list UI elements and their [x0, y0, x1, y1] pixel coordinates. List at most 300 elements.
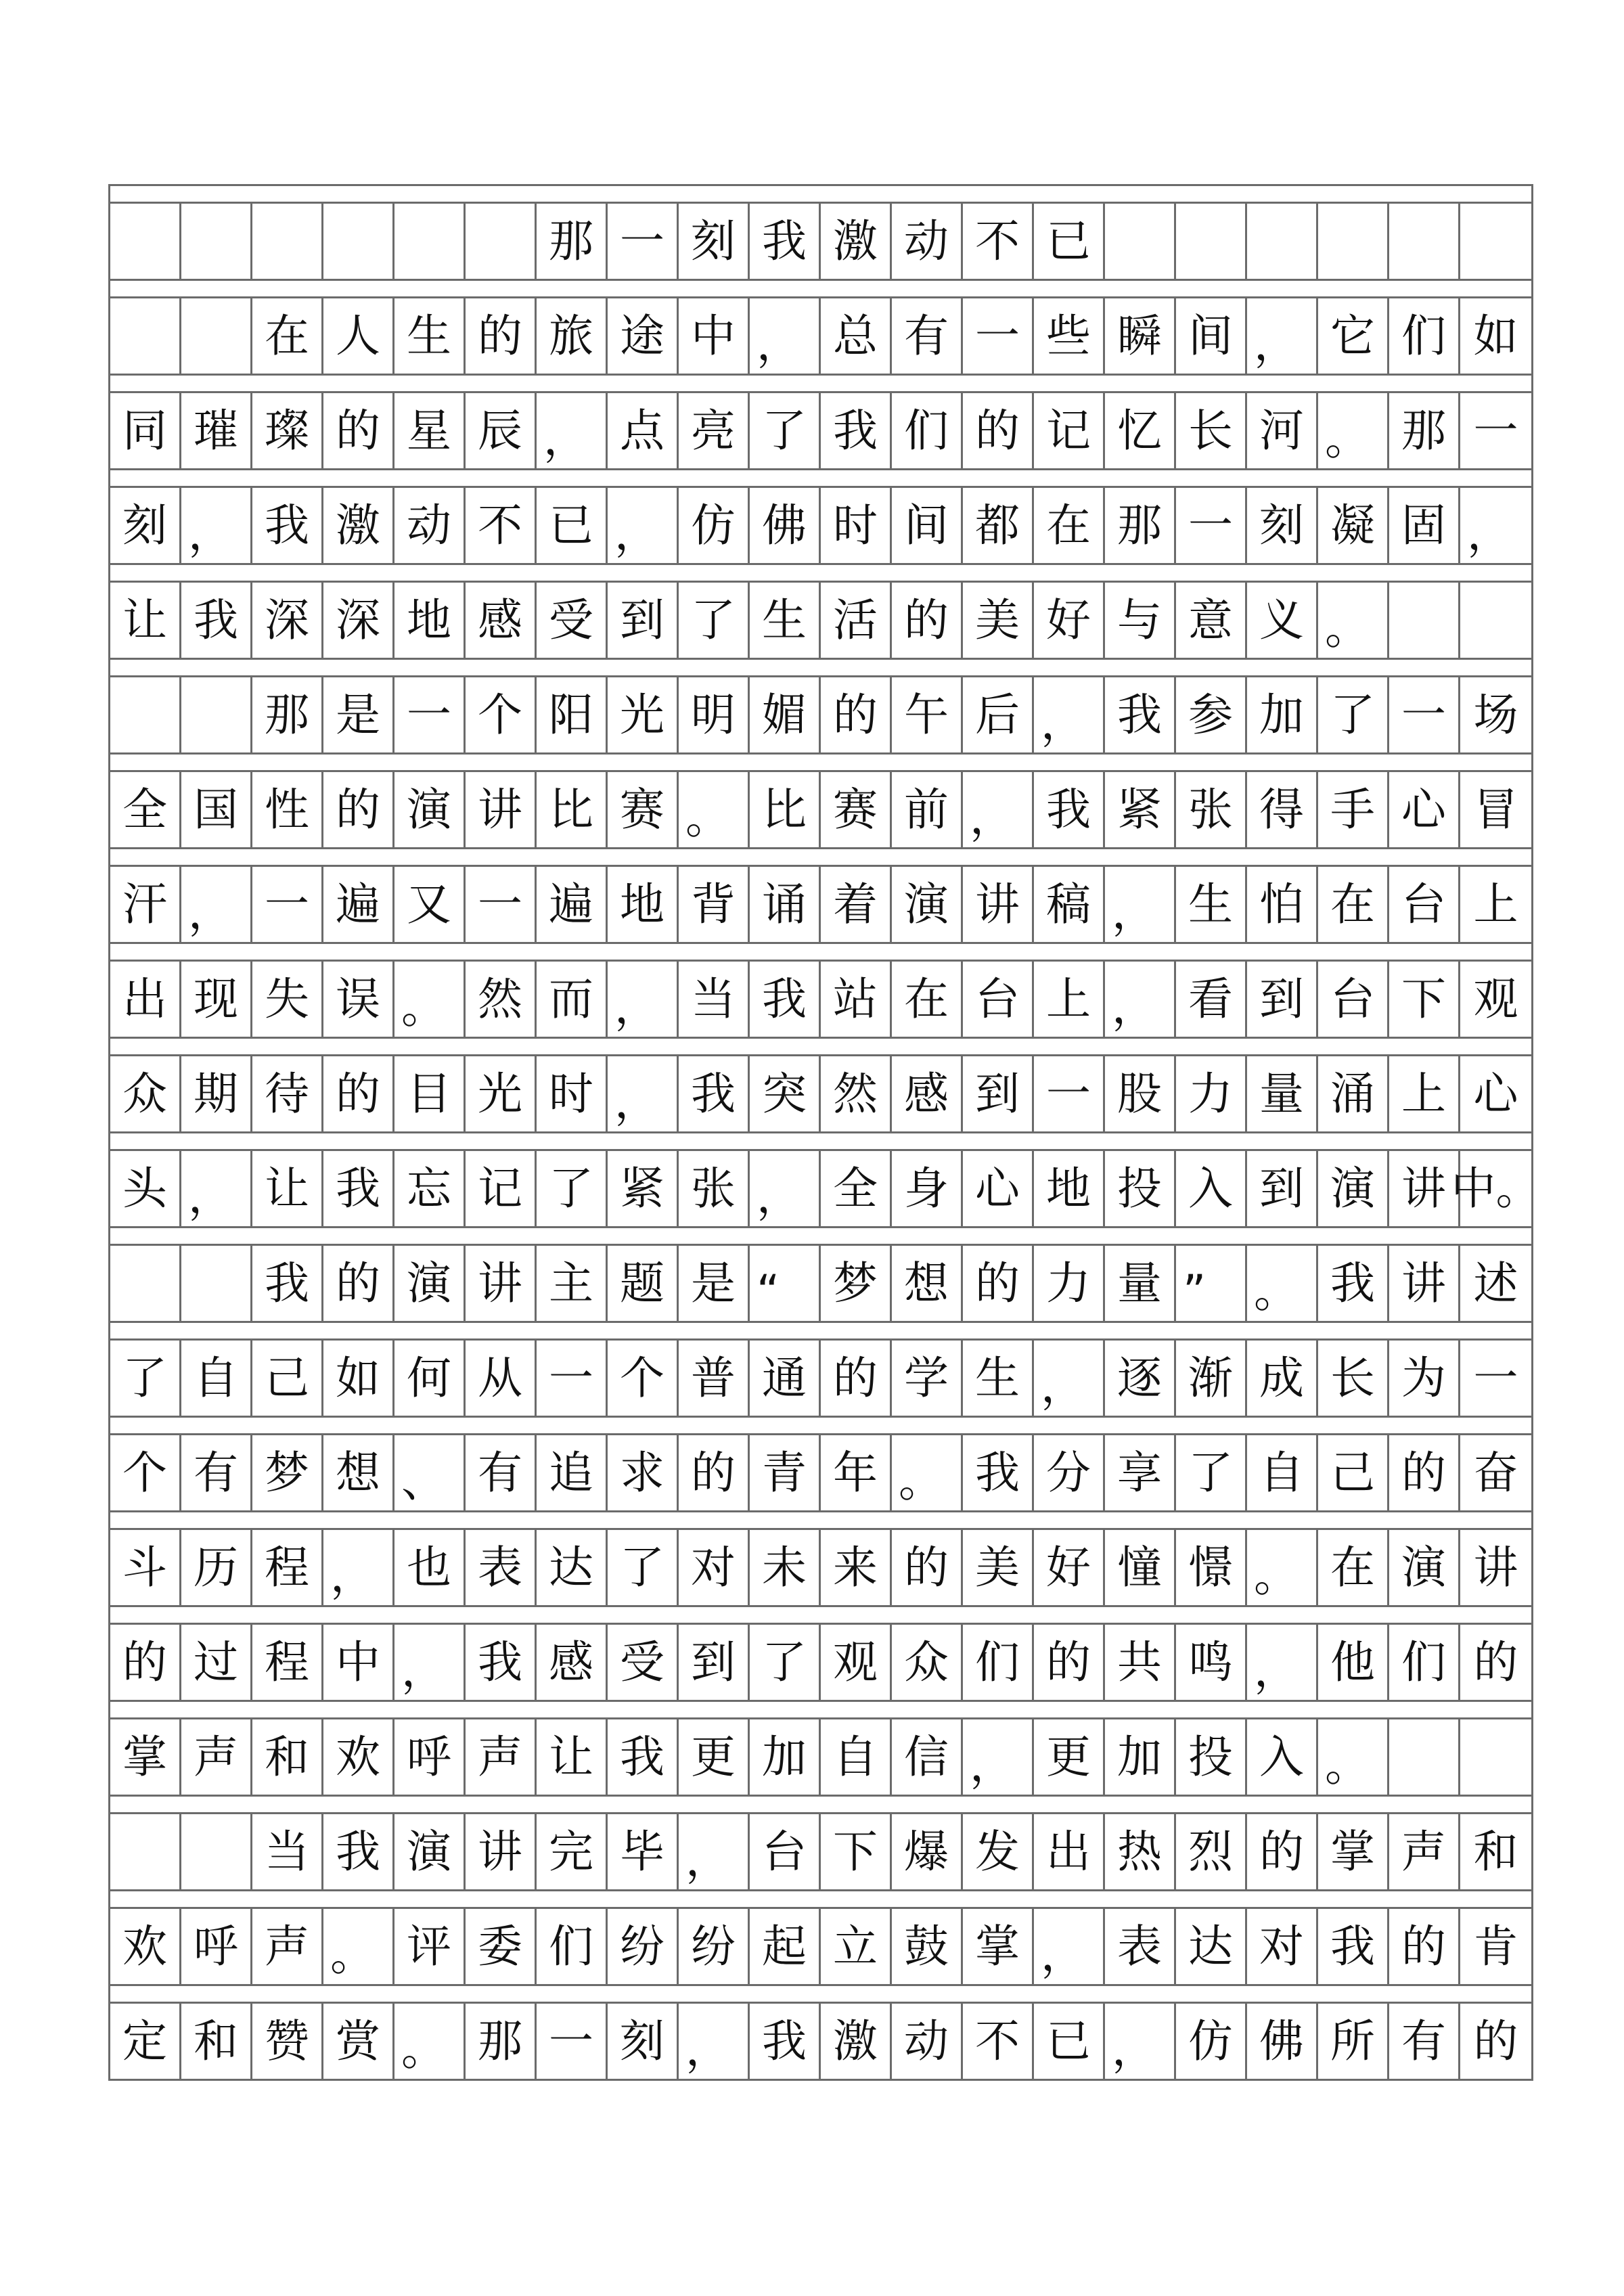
- grid-char: 们: [537, 1909, 608, 1984]
- grid-char: 仿: [1176, 2004, 1247, 2079]
- grid-char: 、: [394, 1435, 466, 1510]
- grid-char: 参: [1176, 677, 1247, 752]
- grid-char: 立: [821, 1909, 892, 1984]
- grid-char: ”: [1176, 1246, 1247, 1321]
- grid-char: 赞: [252, 2004, 323, 2079]
- grid-char: 活: [821, 583, 892, 658]
- grid-char: 受: [537, 583, 608, 658]
- grid-char: 自: [1247, 1435, 1318, 1510]
- grid-char: 一: [1034, 1056, 1105, 1131]
- title-char: 刻: [679, 204, 750, 279]
- grid-char: 后: [963, 677, 1034, 752]
- empty-cell: [1105, 204, 1176, 279]
- grid-char: 演: [892, 867, 963, 942]
- grid-char: 过: [181, 1625, 252, 1700]
- grid-char: 他: [1318, 1625, 1389, 1700]
- grid-char: 一: [1389, 677, 1460, 752]
- grid-char: 期: [181, 1056, 252, 1131]
- grid-char: 一: [466, 867, 537, 942]
- grid-char: 心: [1473, 1067, 1518, 1120]
- title-char: 我: [750, 204, 821, 279]
- empty-cell: [1176, 204, 1247, 279]
- grid-char: 呼: [181, 1909, 252, 1984]
- grid-char: 加: [1247, 677, 1318, 752]
- grid-char: 量: [1247, 1056, 1318, 1131]
- grid-row: [110, 468, 1531, 563]
- grid-char: 旅: [537, 298, 608, 374]
- grid-char: 表: [1105, 1909, 1176, 1984]
- grid-char: 全: [821, 1151, 892, 1226]
- grid-char: 和: [181, 2004, 252, 2079]
- grid-char: 在: [1318, 1530, 1389, 1605]
- grid-char: ，: [1034, 1341, 1105, 1416]
- grid-char: 的: [1473, 1636, 1518, 1688]
- grid-char: 纷: [608, 1909, 679, 1984]
- grid-char: 感: [466, 583, 537, 658]
- grid-char: 程: [252, 1625, 323, 1700]
- grid-char: ，: [963, 772, 1034, 847]
- grid-char: 个: [110, 1435, 181, 1510]
- grid-char: 发: [963, 1814, 1034, 1889]
- grid-char: 时: [821, 488, 892, 563]
- grid-row: [110, 563, 1531, 658]
- empty-cell: [1389, 1719, 1460, 1795]
- grid-char: 璨: [252, 393, 323, 468]
- grid-char: 紧: [1105, 772, 1176, 847]
- grid-char: 好: [1034, 583, 1105, 658]
- grid-char: 有: [466, 1435, 537, 1510]
- grid-char: 。: [1318, 1719, 1389, 1795]
- grid-char: 我: [963, 1435, 1034, 1510]
- grid-char: 所: [1318, 2004, 1389, 2079]
- grid-char: 我: [1318, 1909, 1389, 1984]
- grid-char: 的: [963, 393, 1034, 468]
- grid-char: 普: [679, 1341, 750, 1416]
- grid-char: 地: [1034, 1151, 1105, 1226]
- grid-char: 赛: [821, 772, 892, 847]
- grid-char: 声: [181, 1719, 252, 1795]
- grid-char: ，: [537, 393, 608, 468]
- row-gap: [110, 752, 1531, 770]
- grid-char: 梦: [252, 1435, 323, 1510]
- empty-cell: [181, 1246, 252, 1321]
- grid-char: 也: [394, 1530, 466, 1605]
- grid-char: ，: [608, 1056, 679, 1131]
- grid-char: 点: [608, 393, 679, 468]
- grid-char: ，: [181, 488, 252, 563]
- grid-char: 是: [323, 677, 394, 752]
- grid-char: 我: [323, 1814, 394, 1889]
- grid-char: 的: [1389, 1435, 1460, 1510]
- grid-char: 更: [679, 1719, 750, 1795]
- grid-char: 又: [394, 867, 466, 942]
- grid-char: 了: [679, 583, 750, 658]
- grid-row: [110, 1416, 1531, 1510]
- grid-char: 比: [750, 772, 821, 847]
- grid-char: 欢: [323, 1719, 394, 1795]
- grid-cells: [110, 2002, 1531, 2079]
- grid-char: 观: [1473, 972, 1518, 1025]
- grid-char: 着: [821, 867, 892, 942]
- grid-char: 已: [537, 488, 608, 563]
- empty-cell: [110, 677, 181, 752]
- grid-char: 我: [252, 488, 323, 563]
- grid-char: 热: [1105, 1814, 1176, 1889]
- grid-char: 我: [821, 393, 892, 468]
- grid-char: 。: [323, 1909, 394, 1984]
- grid-char: 前: [892, 772, 963, 847]
- grid-char: 加: [750, 1719, 821, 1795]
- grid-char: 激: [323, 488, 394, 563]
- grid-char: 程: [252, 1530, 323, 1605]
- grid-char: 间: [892, 488, 963, 563]
- grid-char: 瞬: [1105, 298, 1176, 374]
- row-gap: [110, 1321, 1531, 1338]
- grid-char: 的: [1247, 1814, 1318, 1889]
- grid-char: 讲: [963, 867, 1034, 942]
- grid-char: 想: [892, 1246, 963, 1321]
- grid-char: 讲: [466, 1814, 537, 1889]
- grid-cells: [110, 1149, 1541, 1226]
- grid-char: 间: [1176, 298, 1247, 374]
- grid-char: 让: [537, 1719, 608, 1795]
- grid-char: 我: [608, 1719, 679, 1795]
- title-char: 一: [608, 204, 679, 279]
- grid-char: 意: [1176, 583, 1247, 658]
- grid-char: 与: [1105, 583, 1176, 658]
- grid-char: 声: [1389, 1814, 1460, 1889]
- empty-cell: [1460, 1719, 1531, 1795]
- grid-char: 入: [1247, 1719, 1318, 1795]
- grid-char: 动: [394, 488, 466, 563]
- grid-char: 演: [1318, 1151, 1389, 1226]
- grid-char: 们: [1389, 1625, 1460, 1700]
- row-gap: [110, 468, 1531, 486]
- grid-cells: [110, 1907, 1531, 1984]
- writing-grid-sheet: [108, 184, 1541, 2081]
- grid-char: 我: [750, 2004, 821, 2079]
- grid-char: 义: [1247, 583, 1318, 658]
- grid-char: 我: [466, 1625, 537, 1700]
- grid-char: 生: [963, 1341, 1034, 1416]
- grid-row: [110, 1605, 1531, 1700]
- grid-char: 刻: [1247, 488, 1318, 563]
- grid-char: 有: [1389, 2004, 1460, 2079]
- grid-char: 何: [394, 1341, 466, 1416]
- grid-char: 鸣: [1176, 1625, 1247, 1700]
- grid-char: 鼓: [892, 1909, 963, 1984]
- empty-cell: [323, 204, 394, 279]
- grid-char: 背: [679, 867, 750, 942]
- row-gap: [110, 1700, 1531, 1717]
- grid-row: [110, 1700, 1531, 1795]
- grid-char: 一: [1473, 1351, 1518, 1404]
- grid-char: ，: [679, 1814, 750, 1889]
- row-gap: [110, 1037, 1531, 1054]
- grid-char: 观: [821, 1625, 892, 1700]
- grid-char: 一: [394, 677, 466, 752]
- grid-char: 台: [750, 1814, 821, 1889]
- title-char: 那: [537, 204, 608, 279]
- grid-char: 到: [1247, 1151, 1318, 1226]
- grid-char: 来: [821, 1530, 892, 1605]
- grid-char: 诵: [750, 867, 821, 942]
- empty-cell: [1460, 583, 1531, 658]
- empty-cell: [252, 204, 323, 279]
- grid-char: 在: [252, 298, 323, 374]
- grid-char: 演: [1389, 1530, 1460, 1605]
- grid-char: 当: [679, 962, 750, 1037]
- grid-char: ，: [1247, 1625, 1318, 1700]
- grid-char: 仿: [679, 488, 750, 563]
- grid-char: 了: [1176, 1435, 1247, 1510]
- grid-char: 评: [394, 1909, 466, 1984]
- empty-cell: [181, 1814, 252, 1889]
- row-gap: [110, 563, 1531, 581]
- grid-char: 午: [892, 677, 963, 752]
- grid-char: 们: [892, 393, 963, 468]
- grid-row: [110, 1321, 1531, 1416]
- grid-char: 渐: [1176, 1341, 1247, 1416]
- title-char: 已: [1034, 204, 1105, 279]
- row-gap: [110, 1131, 1531, 1149]
- grid-char: 们: [1389, 298, 1460, 374]
- grid-char: 中: [679, 298, 750, 374]
- grid-char: 佛: [1247, 2004, 1318, 2079]
- grid-char: 。: [1247, 1530, 1318, 1605]
- grid-char: 些: [1034, 298, 1105, 374]
- grid-cells: [110, 1623, 1531, 1700]
- grid-char: 讲: [466, 1246, 537, 1321]
- grid-char: 的: [963, 1246, 1034, 1321]
- empty-cell: [466, 204, 537, 279]
- grid-char: 总: [821, 298, 892, 374]
- grid-char: 力: [1176, 1056, 1247, 1131]
- grid-cells: [110, 1717, 1531, 1795]
- grid-char: 身: [892, 1151, 963, 1226]
- grid-cells: [110, 770, 1531, 847]
- grid-char: 掌: [963, 1909, 1034, 1984]
- grid-char: 一: [537, 2004, 608, 2079]
- grid-char: 众: [892, 1625, 963, 1700]
- grid-char: 璀: [181, 393, 252, 468]
- grid-char: 让: [252, 1151, 323, 1226]
- grid-char: 美: [963, 1530, 1034, 1605]
- grid-char: 分: [1034, 1435, 1105, 1510]
- grid-char: 起: [750, 1909, 821, 1984]
- grid-char: 台: [1318, 962, 1389, 1037]
- title-char: 激: [821, 204, 892, 279]
- grid-cells: [110, 1528, 1531, 1605]
- empty-cell: [110, 298, 181, 374]
- grid-char: 下: [821, 1814, 892, 1889]
- grid-char: 张: [679, 1151, 750, 1226]
- grid-char: 全: [110, 772, 181, 847]
- grid-char: 委: [466, 1909, 537, 1984]
- grid-char: 的: [821, 1341, 892, 1416]
- grid-char: 求: [608, 1435, 679, 1510]
- grid-char: 的: [821, 677, 892, 752]
- grid-char: 呼: [394, 1719, 466, 1795]
- grid-char: 到: [608, 583, 679, 658]
- grid-char: 追: [537, 1435, 608, 1510]
- grid-char: 声: [466, 1719, 537, 1795]
- grid-char: 涌: [1318, 1056, 1389, 1131]
- grid-char: 历: [181, 1530, 252, 1605]
- grid-char: 然: [466, 962, 537, 1037]
- grid-char: 年: [821, 1435, 892, 1510]
- grid-char: 到: [1247, 962, 1318, 1037]
- grid-char: 未: [750, 1530, 821, 1605]
- empty-cell: [1389, 204, 1460, 279]
- grid-char: 我: [750, 962, 821, 1037]
- grid-char: 讲: [1389, 1246, 1460, 1321]
- grid-char: 中。: [1451, 1162, 1541, 1215]
- grid-char: 中: [323, 1625, 394, 1700]
- grid-cells: [110, 1812, 1531, 1889]
- grid-char: 怕: [1247, 867, 1318, 942]
- grid-row: [110, 1984, 1531, 2079]
- grid-cells: [110, 581, 1531, 658]
- grid-char: 美: [963, 583, 1034, 658]
- grid-char: 个: [466, 677, 537, 752]
- grid-char: 。: [1318, 583, 1389, 658]
- grid-char: 对: [1247, 1909, 1318, 1984]
- row-gap: [110, 184, 1531, 202]
- grid-char: 我: [679, 1056, 750, 1131]
- grid-char: 光: [466, 1056, 537, 1131]
- grid-char: 张: [1176, 772, 1247, 847]
- grid-char: 己: [252, 1341, 323, 1416]
- empty-cell: [110, 1246, 181, 1321]
- row-gap: [110, 1984, 1531, 2002]
- grid-char: 现: [181, 962, 252, 1037]
- empty-cell: [110, 1814, 181, 1889]
- grid-char: 学: [892, 1341, 963, 1416]
- grid-char: 那: [466, 2004, 537, 2079]
- grid-char: 地: [608, 867, 679, 942]
- grid-char: ，: [1034, 1909, 1105, 1984]
- grid-row: [110, 1795, 1531, 1889]
- grid-char: 和: [1473, 1825, 1518, 1878]
- grid-char: 看: [1176, 962, 1247, 1037]
- grid-char: 台: [1389, 867, 1460, 942]
- grid-char: 感: [892, 1056, 963, 1131]
- grid-char: ，: [1105, 867, 1176, 942]
- grid-char: 目: [394, 1056, 466, 1131]
- grid-char: 们: [963, 1625, 1034, 1700]
- grid-char: 欢: [110, 1909, 181, 1984]
- grid-char: ，: [1034, 677, 1105, 752]
- grid-char: 生: [394, 298, 466, 374]
- grid-cells: [110, 391, 1531, 468]
- grid-cells: [110, 1054, 1531, 1131]
- grid-char: 性: [252, 772, 323, 847]
- empty-cell: [181, 677, 252, 752]
- grid-char: 自: [821, 1719, 892, 1795]
- empty-cell: [110, 204, 181, 279]
- grid-char: 那: [1105, 488, 1176, 563]
- grid-char: 的: [1389, 1909, 1460, 1984]
- empty-cell: [1318, 204, 1389, 279]
- grid-char: 媚: [750, 677, 821, 752]
- grid-char: 比: [537, 772, 608, 847]
- grid-char: 讲: [466, 772, 537, 847]
- grid-char: 定: [110, 2004, 181, 2079]
- title-char: 不: [963, 204, 1034, 279]
- grid-char: 的: [679, 1435, 750, 1510]
- grid-char: 达: [1176, 1909, 1247, 1984]
- grid-char: 到: [963, 1056, 1034, 1131]
- grid-char: 奋: [1473, 1446, 1518, 1499]
- grid-row: [110, 374, 1531, 468]
- grid-row: [110, 279, 1531, 374]
- grid-char: 在: [1318, 867, 1389, 942]
- grid-cells: [110, 486, 1531, 563]
- grid-char: 遍: [323, 867, 394, 942]
- grid-char: 的: [110, 1625, 181, 1700]
- grid-char: 心: [1389, 772, 1460, 847]
- grid-char: ，: [181, 867, 252, 942]
- grid-char: 河: [1247, 393, 1318, 468]
- grid-char: 我: [252, 1246, 323, 1321]
- grid-char: 深: [323, 583, 394, 658]
- grid-char: ，: [750, 298, 821, 374]
- grid-char: 一: [1176, 488, 1247, 563]
- grid-char: 斗: [110, 1530, 181, 1605]
- grid-char: 讲: [1389, 1151, 1460, 1226]
- grid-char: 明: [679, 677, 750, 752]
- grid-char: 想: [323, 1435, 394, 1510]
- grid-char: 突: [750, 1056, 821, 1131]
- grid-char: 凝: [1318, 488, 1389, 563]
- grid-char: 得: [1247, 772, 1318, 847]
- grid-char: 我: [323, 1151, 394, 1226]
- grid-char: 固: [1389, 488, 1460, 563]
- grid-char: 逐: [1105, 1341, 1176, 1416]
- grid-char: 的: [466, 298, 537, 374]
- grid-char: 受: [608, 1625, 679, 1700]
- grid-char: 已: [1034, 2004, 1105, 2079]
- grid-bottom-border: [110, 2079, 1531, 2081]
- grid-char: 的: [892, 583, 963, 658]
- grid-char: 通: [750, 1341, 821, 1416]
- grid-cells: [110, 1433, 1531, 1510]
- empty-cell: [1460, 204, 1531, 279]
- grid-char: 误: [323, 962, 394, 1037]
- grid-char: 阳: [537, 677, 608, 752]
- grid-char: 稿: [1034, 867, 1105, 942]
- grid-char: 掌: [1318, 1814, 1389, 1889]
- grid-char: 辰: [466, 393, 537, 468]
- row-gap: [110, 1795, 1531, 1812]
- title-char: 动: [892, 204, 963, 279]
- grid-char: 完: [537, 1814, 608, 1889]
- title-row: [110, 184, 1531, 279]
- grid-cells: [110, 1338, 1531, 1416]
- grid-char: 刻: [608, 2004, 679, 2079]
- grid-char: 是: [679, 1246, 750, 1321]
- grid-char: 。: [1318, 393, 1389, 468]
- grid-char: ，: [679, 2004, 750, 2079]
- grid-char: 成: [1247, 1341, 1318, 1416]
- grid-char: 一: [252, 867, 323, 942]
- grid-char: 失: [252, 962, 323, 1037]
- grid-char: 更: [1034, 1719, 1105, 1795]
- grid-char: 地: [394, 583, 466, 658]
- grid-char: 梦: [821, 1246, 892, 1321]
- grid-char: 的: [323, 393, 394, 468]
